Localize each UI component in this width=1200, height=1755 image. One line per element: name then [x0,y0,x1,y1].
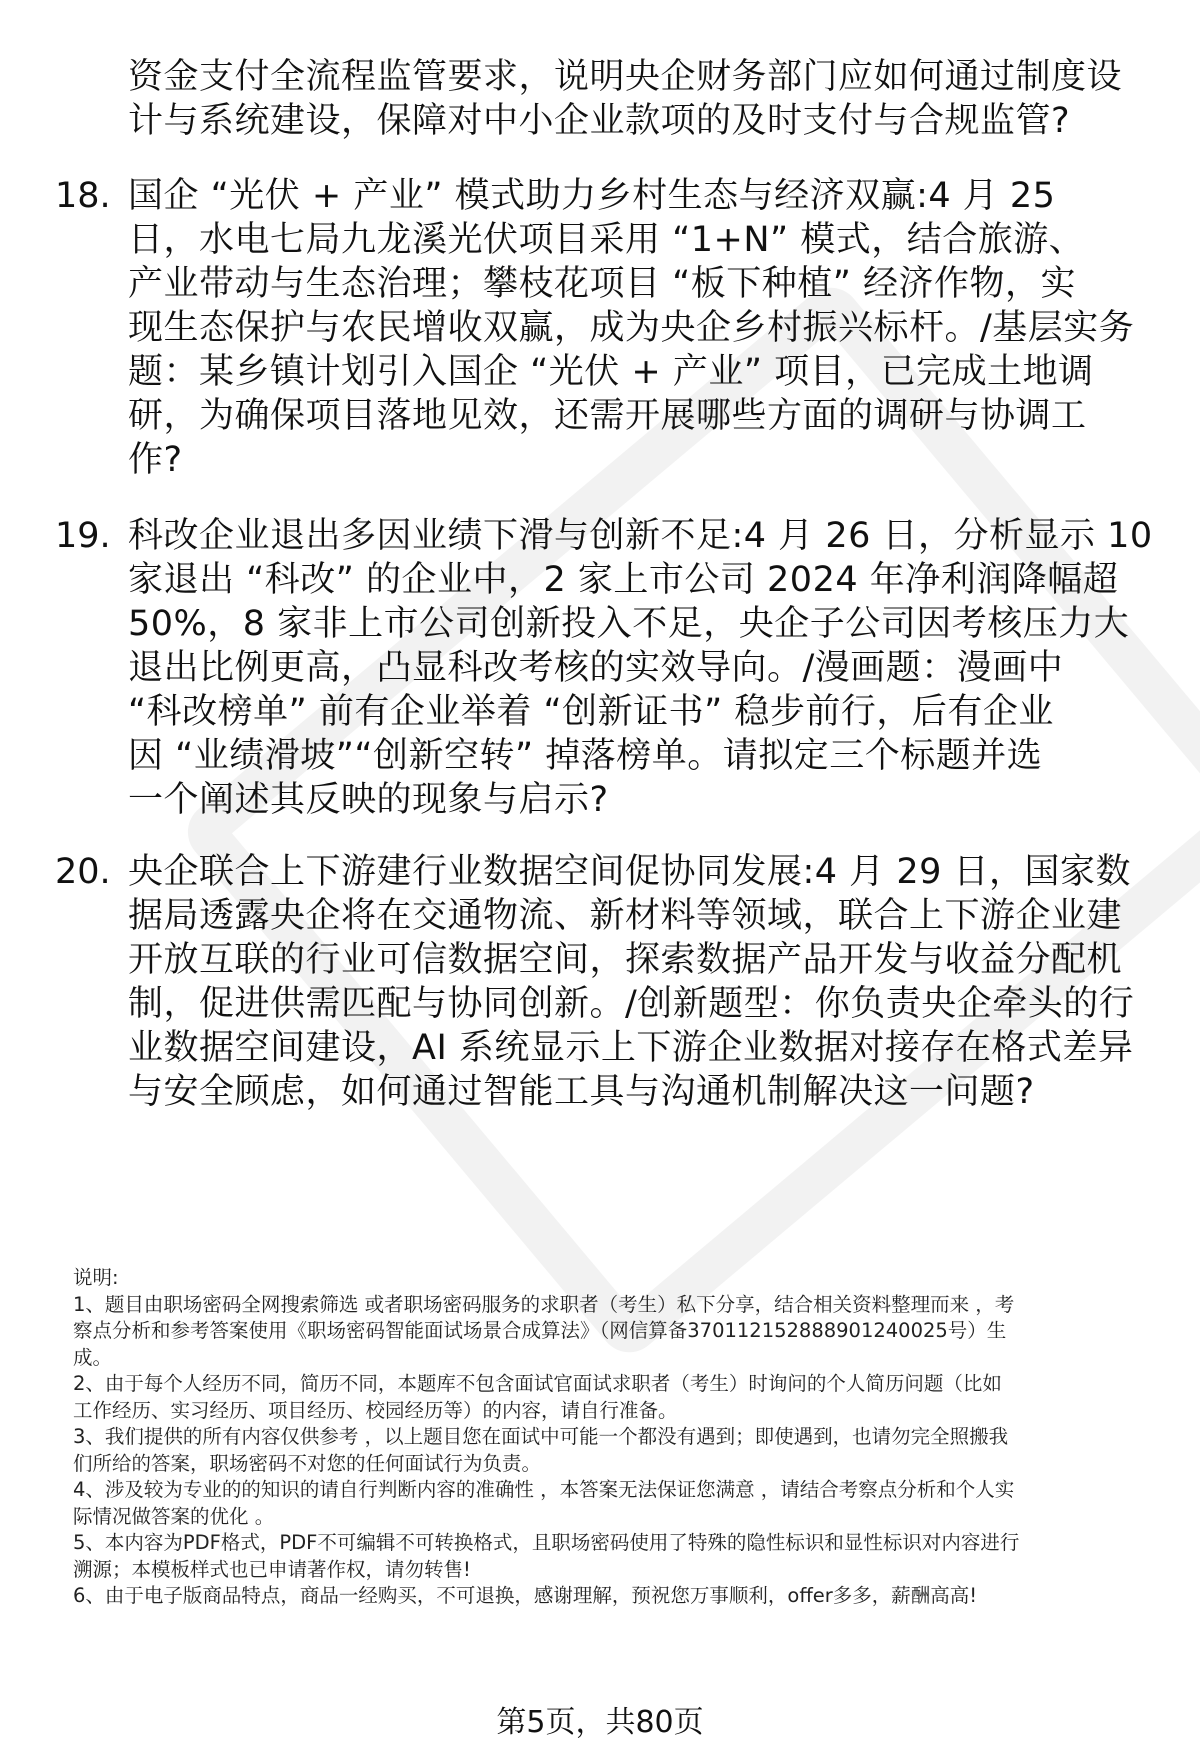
question-line: 日，水电七局九龙溪光伏项目采用 “1+N” 模式，结合旅游、 [128,220,1085,260]
notes-line: 们所给的答案，职场密码不对您的任何面试行为负责。 [73,1451,542,1475]
notes-line: 察点分析和参考答案使用《职场密码智能面试场景合成算法》（网信算备370112152888901240025号）生 [73,1319,1007,1342]
question-line: 业数据空间建设，AI 系统显示上下游企业数据对接存在格式差异 [128,1028,1134,1068]
question-line: 与安全顾虑，如何通过智能工具与沟通机制解决这一问题? [128,1072,1035,1112]
question-line: “科改榜单” 前有企业举着 “创新证书” 稳步前行，后有企业 [128,692,1054,732]
notes-line: 5、本内容为PDF格式，PDF不可编辑不可转换格式，且职场密码使用了特殊的隐性标识和显性标识对内容进行 [73,1531,1020,1554]
notes-line: 3、我们提供的所有内容仅供参考 ，以上题目您在面试中可能一个都没有遇到；即使遇到，也请勿完全照搬我 [73,1425,1009,1448]
question-line: 开放互联的行业可信数据空间，探索数据产品开发与收益分配机 [128,940,1123,980]
intro-line: 资金支付全流程监管要求，说明央企财务部门应如何通过制度设 [128,57,1123,97]
question-line: 科改企业退出多因业绩下滑与创新不足:4 月 26 日，分析显示 10 [128,516,1153,556]
notes-line: 成。 [73,1345,113,1369]
question-line: 退出比例更高，凸显科改考核的实效导向。/漫画题：漫画中 [128,648,1064,688]
question-line: 现生态保护与农民增收双赢，成为央企乡村振兴标杆。/基层实务 [128,308,1135,348]
question-line: 据局透露央企将在交通物流、新材料等领域，联合上下游企业建 [128,896,1123,936]
question-line: 家退出 “科改” 的企业中，2 家上市公司 2024 年净利润降幅超 [128,560,1119,600]
notes-line: 溯源；本模板样式也已申请著作权，请勿转售! [73,1557,471,1581]
question-number: 18. [55,176,111,216]
question-line: 制，促进供需匹配与协同创新。/创新题型：你负责央企牵头的行 [128,984,1135,1024]
question-line: 研，为确保项目落地见效，还需开展哪些方面的调研与协调工 [128,396,1087,436]
question-line: 央企联合上下游建行业数据空间促协同发展:4 月 29 日，国家数 [128,852,1131,892]
question-number: 20. [55,852,111,892]
notes-line: 际情况做答案的优化 。 [73,1504,275,1528]
notes-section [73,1265,1153,1610]
notes-line: 1、题目由职场密码全网搜索筛选 或者职场密码服务的求职者（考生）私下分享，结合相关资料整理而来 ，考 [73,1292,1015,1316]
question-line: 作? [128,440,183,480]
question-line: 因 “业绩滑坡”“创新空转” 掉落榜单。请拟定三个标题并选 [128,736,1043,776]
notes-line: 6、由于电子版商品特点，商品一经购买，不可退换，感谢理解，预祝您万事顺利，offer多多，薪酬高高! [73,1584,978,1607]
notes-title: 说明: [73,1266,119,1289]
notes-line: 工作经历、实习经历、项目经历、校园经历等）的内容，请自行准备。 [73,1398,678,1422]
question-line: 题：某乡镇计划引入国企 “光伏 + 产业” 项目，已完成土地调 [128,352,1094,392]
question-line: 一个阐述其反映的现象与启示? [128,780,609,820]
question-number: 19. [55,516,111,556]
notes-line: 4、涉及较为专业的的知识的请自行判断内容的准确性 ，本答案无法保证您满意 ，请结合考察点分析和个人实 [73,1478,1015,1501]
question-line: 产业带动与生态治理；攀枝花项目 “板下种植” 经济作物，实 [128,264,1077,304]
intro-line: 计与系统建设，保障对中小企业款项的及时支付与合规监管? [128,101,1071,141]
notes-line: 2、由于每个人经历不同，简历不同，本题库不包含面试官面试求职者（考生）时询问的个人简历问题（比如 [73,1372,1002,1395]
page-number: 第5页，共80页 [496,1705,704,1740]
question-line: 50%，8 家非上市公司创新投入不足，央企子公司因考核压力大 [128,604,1130,644]
question-line: 国企 “光伏 + 产业” 模式助力乡村生态与经济双赢:4 月 25 [128,176,1056,216]
